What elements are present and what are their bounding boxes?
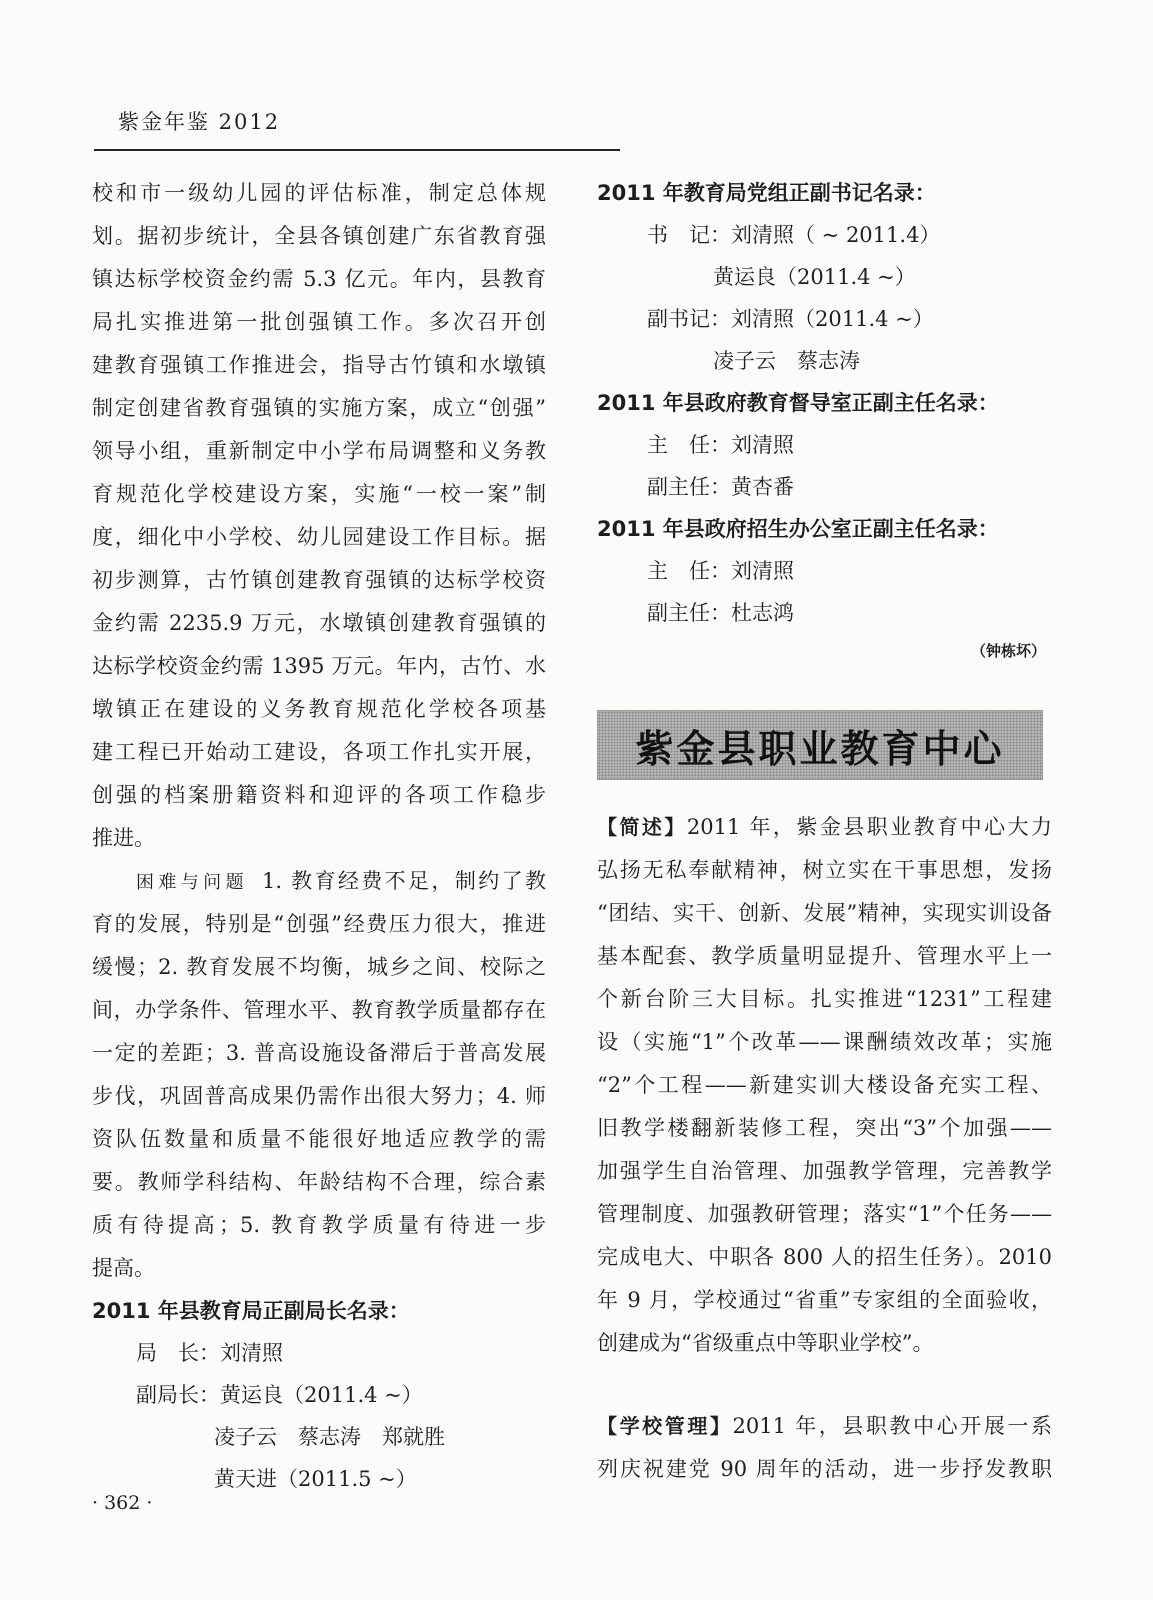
list-item: 凌子云 蔡志涛: [713, 349, 860, 373]
text-line: 一定的差距；3. 普高设施设备滞后于普高发展: [92, 1041, 546, 1065]
text-line: 制定创建省教育强镇的实施方案，成立“创强”: [92, 396, 546, 420]
text-line: 育规范化学校建设方案，实施“一校一案”制: [92, 482, 546, 506]
summary-paragraph-start: [597, 806, 1052, 849]
bureau-directors-heading: 2011 年县教育局正副局长名录：: [92, 1299, 410, 1323]
summary-label: 【简述】: [597, 815, 687, 839]
text-fragment: 1. 教育经费不足，制约了教: [261, 869, 546, 893]
section-title: 紫金县职业教育中心: [635, 726, 1005, 771]
text-line: 间，办学条件、管理水平、教育教学质量都存在: [92, 998, 546, 1022]
text-line: 完成电大、中职各 800 人的招生任务）。2010: [597, 1245, 1052, 1269]
text-line: 弘扬无私奉献精神，树立实在干事思想，发扬: [597, 858, 1052, 882]
text-line: 局扎实推进第一批创强镇工作。多次召开创: [92, 310, 546, 334]
text-line: 创建成为“省级重点中等职业学校”。: [597, 1331, 934, 1355]
list-item: 主 任：刘清照: [647, 559, 794, 583]
list-item: 副局长：黄运良（2011.4 ~）: [136, 1383, 423, 1407]
page-number: · 362 ·: [92, 1492, 153, 1514]
list-item: 副主任：杜志鸿: [647, 601, 794, 625]
management-paragraph-start: [597, 1405, 1052, 1448]
list-item: 凌子云 蔡志涛 郑就胜: [214, 1425, 445, 1449]
list-item: 局 长：刘清照: [136, 1341, 283, 1365]
management-label: 【学校管理】: [597, 1414, 733, 1438]
text-line: 个新台阶三大目标。扎实推进“1231”工程建: [597, 987, 1052, 1011]
text-line: “团结、实干、创新、发展”精神，实现实训设备: [597, 901, 1052, 925]
text-line: 度，细化中小学校、幼儿园建设工作目标。据: [92, 525, 546, 549]
text-line: 育的发展，特别是“创强”经费压力很大，推进: [92, 912, 546, 936]
text-line: 列庆祝建党 90 周年的活动，进一步抒发教职: [597, 1457, 1052, 1481]
text-line: 质有待提高；5. 教育教学质量有待进一步: [92, 1213, 546, 1237]
text-line: 年 9 月，学校通过“省重”专家组的全面验收，: [597, 1288, 1052, 1312]
difficulty-paragraph-start: [92, 860, 546, 903]
right-column: [597, 172, 1052, 1491]
text-line: 基本配套、教学质量明显提升、管理水平上一: [597, 944, 1052, 968]
text-line: 加强学生自治管理、加强教学管理，完善教学: [597, 1159, 1052, 1183]
enrollment-office-heading: 2011 年县政府招生办公室正副主任名录：: [597, 517, 999, 541]
text-fragment: 2011 年，紫金县职业教育中心大力: [686, 815, 1052, 839]
text-line: 建教育强镇工作推进会，指导古竹镇和水墩镇: [92, 353, 546, 377]
article-author: （钟栋坏）: [970, 642, 1046, 660]
text-line: 提高。: [92, 1256, 155, 1280]
text-line: “2”个工程——新建实训大楼设备充实工程、: [597, 1073, 1052, 1097]
list-item: 书 记：刘清照（ ~ 2011.4）: [647, 223, 941, 247]
paragraph-gap: [597, 1365, 1052, 1405]
supervision-office-heading: 2011 年县政府教育督导室正副主任名录：: [597, 391, 999, 415]
text-line: 资队伍数量和质量不能很好地适应教学的需: [92, 1127, 546, 1151]
section-banner: [597, 710, 1043, 780]
text-line: 创强的档案册籍资料和迎评的各项工作稳步: [92, 783, 546, 807]
list-item: 黄运良（2011.4 ~）: [713, 265, 916, 289]
text-line: 墩镇正在建设的义务教育规范化学校各项基: [92, 697, 546, 721]
text-line: 推进。: [92, 826, 155, 850]
text-line: 金约需 2235.9 万元，水墩镇创建教育强镇的: [92, 611, 546, 635]
text-line: 划。据初步统计，全县各镇创建广东省教育强: [92, 224, 546, 248]
list-item: 主 任：刘清照: [647, 433, 794, 457]
text-fragment: 2011 年，县职教中心开展一系: [732, 1414, 1053, 1438]
text-line: 要。教师学科结构、年龄结构不合理，综合素: [92, 1170, 546, 1194]
page-header-title: 紫金年鉴 2012: [118, 110, 281, 134]
text-line: 步伐，巩固普高成果仍需作出很大努力；4. 师: [92, 1084, 546, 1108]
text-line: 旧教学楼翻新装修工程，突出“3”个加强——: [597, 1116, 1052, 1140]
left-column: [92, 172, 546, 1500]
list-item: 黄天进（2011.5 ~）: [214, 1467, 417, 1491]
text-line: 管理制度、加强教研管理；落实“1”个任务——: [597, 1202, 1052, 1226]
list-item: 副书记：刘清照（2011.4 ~）: [647, 307, 934, 331]
party-secretaries-heading: 2011 年教育局党组正副书记名录：: [597, 181, 936, 205]
text-line: 达标学校资金约需 1395 万元。年内，古竹、水: [92, 654, 546, 678]
text-line: 镇达标学校资金约需 5.3 亿元。年内，县教育: [92, 267, 546, 291]
difficulty-keyword: 困难与问题: [136, 872, 248, 893]
text-line: 领导小组，重新制定中小学布局调整和义务教: [92, 439, 546, 463]
text-line: 缓慢；2. 教育发展不均衡，城乡之间、校际之: [92, 955, 546, 979]
text-line: 建工程已开始动工建设，各项工作扎实开展，: [92, 740, 546, 764]
list-item: 副主任：黄杏番: [647, 475, 794, 499]
header-divider: [94, 149, 620, 151]
text-line: 初步测算，古竹镇创建教育强镇的达标学校资: [92, 568, 546, 592]
text-line: 设（实施“1”个改革——课酬绩效改革；实施: [597, 1030, 1052, 1054]
text-line: 校和市一级幼儿园的评估标准，制定总体规: [92, 181, 546, 205]
